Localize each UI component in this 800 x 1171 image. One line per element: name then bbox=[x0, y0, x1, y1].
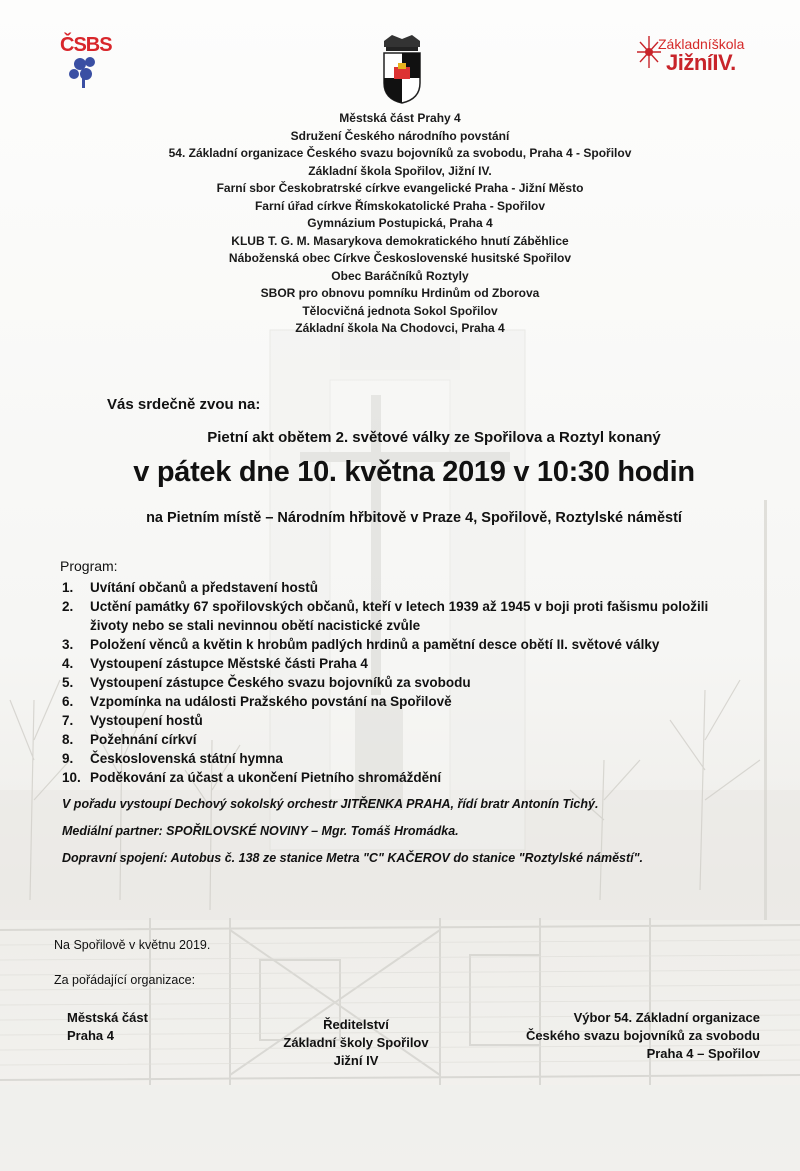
program-item-text: Poděkování za účast a ukončení Pietního shromáždění bbox=[90, 770, 442, 785]
program-item-text: Položení věnců a květin k hrobům padlých hrdinů a pamětní desce obětí II. světové války bbox=[90, 637, 660, 652]
program-item-number: 4. bbox=[62, 656, 74, 671]
program-label: Program: bbox=[60, 558, 118, 574]
organizer: Základní škola Na Chodovci, Praha 4 bbox=[295, 321, 505, 335]
organizer: Tělocvičná jednota Sokol Spořilov bbox=[302, 303, 498, 318]
organizer: Městská část Prahy 4 bbox=[339, 111, 461, 125]
program-item-text: Vzpomínka na události Pražského povstání na Spořilově bbox=[90, 694, 452, 709]
event-place: na Pietním místě – Národním hřbitově v Praze 4, Spořilově, Roztylské náměstí bbox=[146, 510, 682, 526]
program-item-text: Vystoupení hostů bbox=[90, 713, 203, 728]
signature-left bbox=[67, 1009, 148, 1045]
signature-line: Jižní IV bbox=[333, 1053, 379, 1068]
program-item bbox=[62, 711, 782, 730]
organizer: 54. Základní organizace Českého svazu bojovníků za svobodu, Praha 4 - Spořilov bbox=[168, 146, 632, 160]
prague-4-coat-of-arms-icon bbox=[380, 33, 424, 105]
media-partner-note: Mediální partner: SPOŘILOVSKÉ NOVINY – Mgr. Tomáš Hromádka. bbox=[62, 824, 459, 838]
program-item-number: 2. bbox=[62, 599, 74, 614]
event-date: v pátek dne 10. května 2019 v 10:30 hodin bbox=[133, 456, 695, 488]
program-item-number: 3. bbox=[62, 637, 74, 652]
organizer: Obec Baráčníků Roztyly bbox=[331, 268, 469, 283]
zs-logo-line2: JižníIV. bbox=[666, 50, 736, 75]
program-item-number: 8. bbox=[62, 732, 74, 747]
organizer: SBOR pro obnovu pomníku Hrdinům od Zborova bbox=[260, 286, 540, 300]
signature-line: Městská část bbox=[67, 1010, 148, 1025]
program-item bbox=[62, 654, 782, 673]
event-title: Pietní akt obětem 2. světové války ze Spořilova a Roztyl konaný bbox=[207, 429, 661, 446]
program-item-number: 10. bbox=[62, 770, 81, 785]
program-item bbox=[62, 692, 782, 711]
program-item bbox=[62, 597, 782, 635]
program-item bbox=[62, 768, 782, 787]
zs-jizni-iv-logo bbox=[636, 34, 766, 75]
csbs-logo-icon bbox=[60, 54, 116, 90]
signature-center bbox=[266, 1016, 446, 1070]
program-item-text: Československá státní hymna bbox=[90, 751, 283, 766]
program-item-text: Uvítání občanů a představení hostů bbox=[90, 580, 319, 595]
program-item-text-continued: životy nebo se stali nevinnou obětí nacistické zvůle bbox=[90, 618, 421, 633]
zs-logo-line1: Základníškola bbox=[658, 36, 745, 52]
signature-line: Praha 4 bbox=[67, 1028, 114, 1043]
program-item-number: 1. bbox=[62, 580, 74, 595]
program-item-text: Uctění památky 67 spořilovských občanů, kteří v letech 1939 až 1945 v boji proti fašismu položili bbox=[90, 599, 709, 614]
program-item bbox=[62, 730, 782, 749]
invitation-intro: Vás srdečně zvou na: bbox=[107, 396, 261, 413]
for-organizers-label: Za pořádající organizace: bbox=[54, 973, 196, 987]
organizer: Farní sbor Českobratrské církve evangelické Praha - Jižní Město bbox=[216, 181, 584, 195]
organizer: Farní úřad církve Římskokatolické Praha - Spořilov bbox=[254, 198, 546, 213]
program-item-text: Požehnání církví bbox=[90, 732, 197, 747]
program-list bbox=[62, 578, 782, 787]
signature-line: Praha 4 – Spořilov bbox=[646, 1046, 760, 1061]
program-item-number: 9. bbox=[62, 751, 74, 766]
signature-line: Českého svazu bojovníků za svobodu bbox=[525, 1028, 760, 1043]
organizer: Základní škola Spořilov, Jižní IV. bbox=[308, 163, 492, 178]
signature-right bbox=[490, 1009, 760, 1063]
program-item bbox=[62, 578, 782, 597]
signature-line: Základní školy Spořilov bbox=[283, 1035, 429, 1050]
program-item-number: 6. bbox=[62, 694, 74, 709]
prague-4-coat-of-arms bbox=[380, 33, 424, 105]
program-item-number: 5. bbox=[62, 675, 74, 690]
organizer: Sdružení Českého národního povstání bbox=[290, 128, 510, 143]
program-item bbox=[62, 673, 782, 692]
program-item bbox=[62, 635, 782, 654]
dateline: Na Spořilově v květnu 2019. bbox=[54, 938, 211, 952]
csbs-logo bbox=[60, 34, 116, 90]
organizer: Náboženská obec Církve Československé husitské Spořilov bbox=[228, 251, 572, 265]
transport-note: Dopravní spojení: Autobus č. 138 ze stanice Metra "C" KAČEROV do stanice "Roztylské náměstí". bbox=[62, 851, 644, 865]
organizer: KLUB T. G. M. Masarykova demokratického hnutí Záběhlice bbox=[231, 233, 569, 248]
signature-line: Výbor 54. Základní organizace bbox=[573, 1010, 760, 1025]
program-item-text: Vystoupení zástupce Českého svazu bojovníků za svobodu bbox=[90, 675, 471, 690]
csbs-logo-text: ČSBS bbox=[60, 34, 112, 56]
organizer: Gymnázium Postupická, Praha 4 bbox=[307, 216, 493, 230]
program-item bbox=[62, 749, 782, 768]
signature-line: Ředitelství bbox=[323, 1017, 389, 1032]
program-item-number: 7. bbox=[62, 713, 74, 728]
organizers-list bbox=[0, 110, 800, 338]
program-item-text: Vystoupení zástupce Městské části Praha 4 bbox=[90, 656, 368, 671]
orchestra-note: V pořadu vystoupí Dechový sokolský orchestr JITŘENKA PRAHA, řídí bratr Antonín Tichý. bbox=[62, 797, 599, 811]
